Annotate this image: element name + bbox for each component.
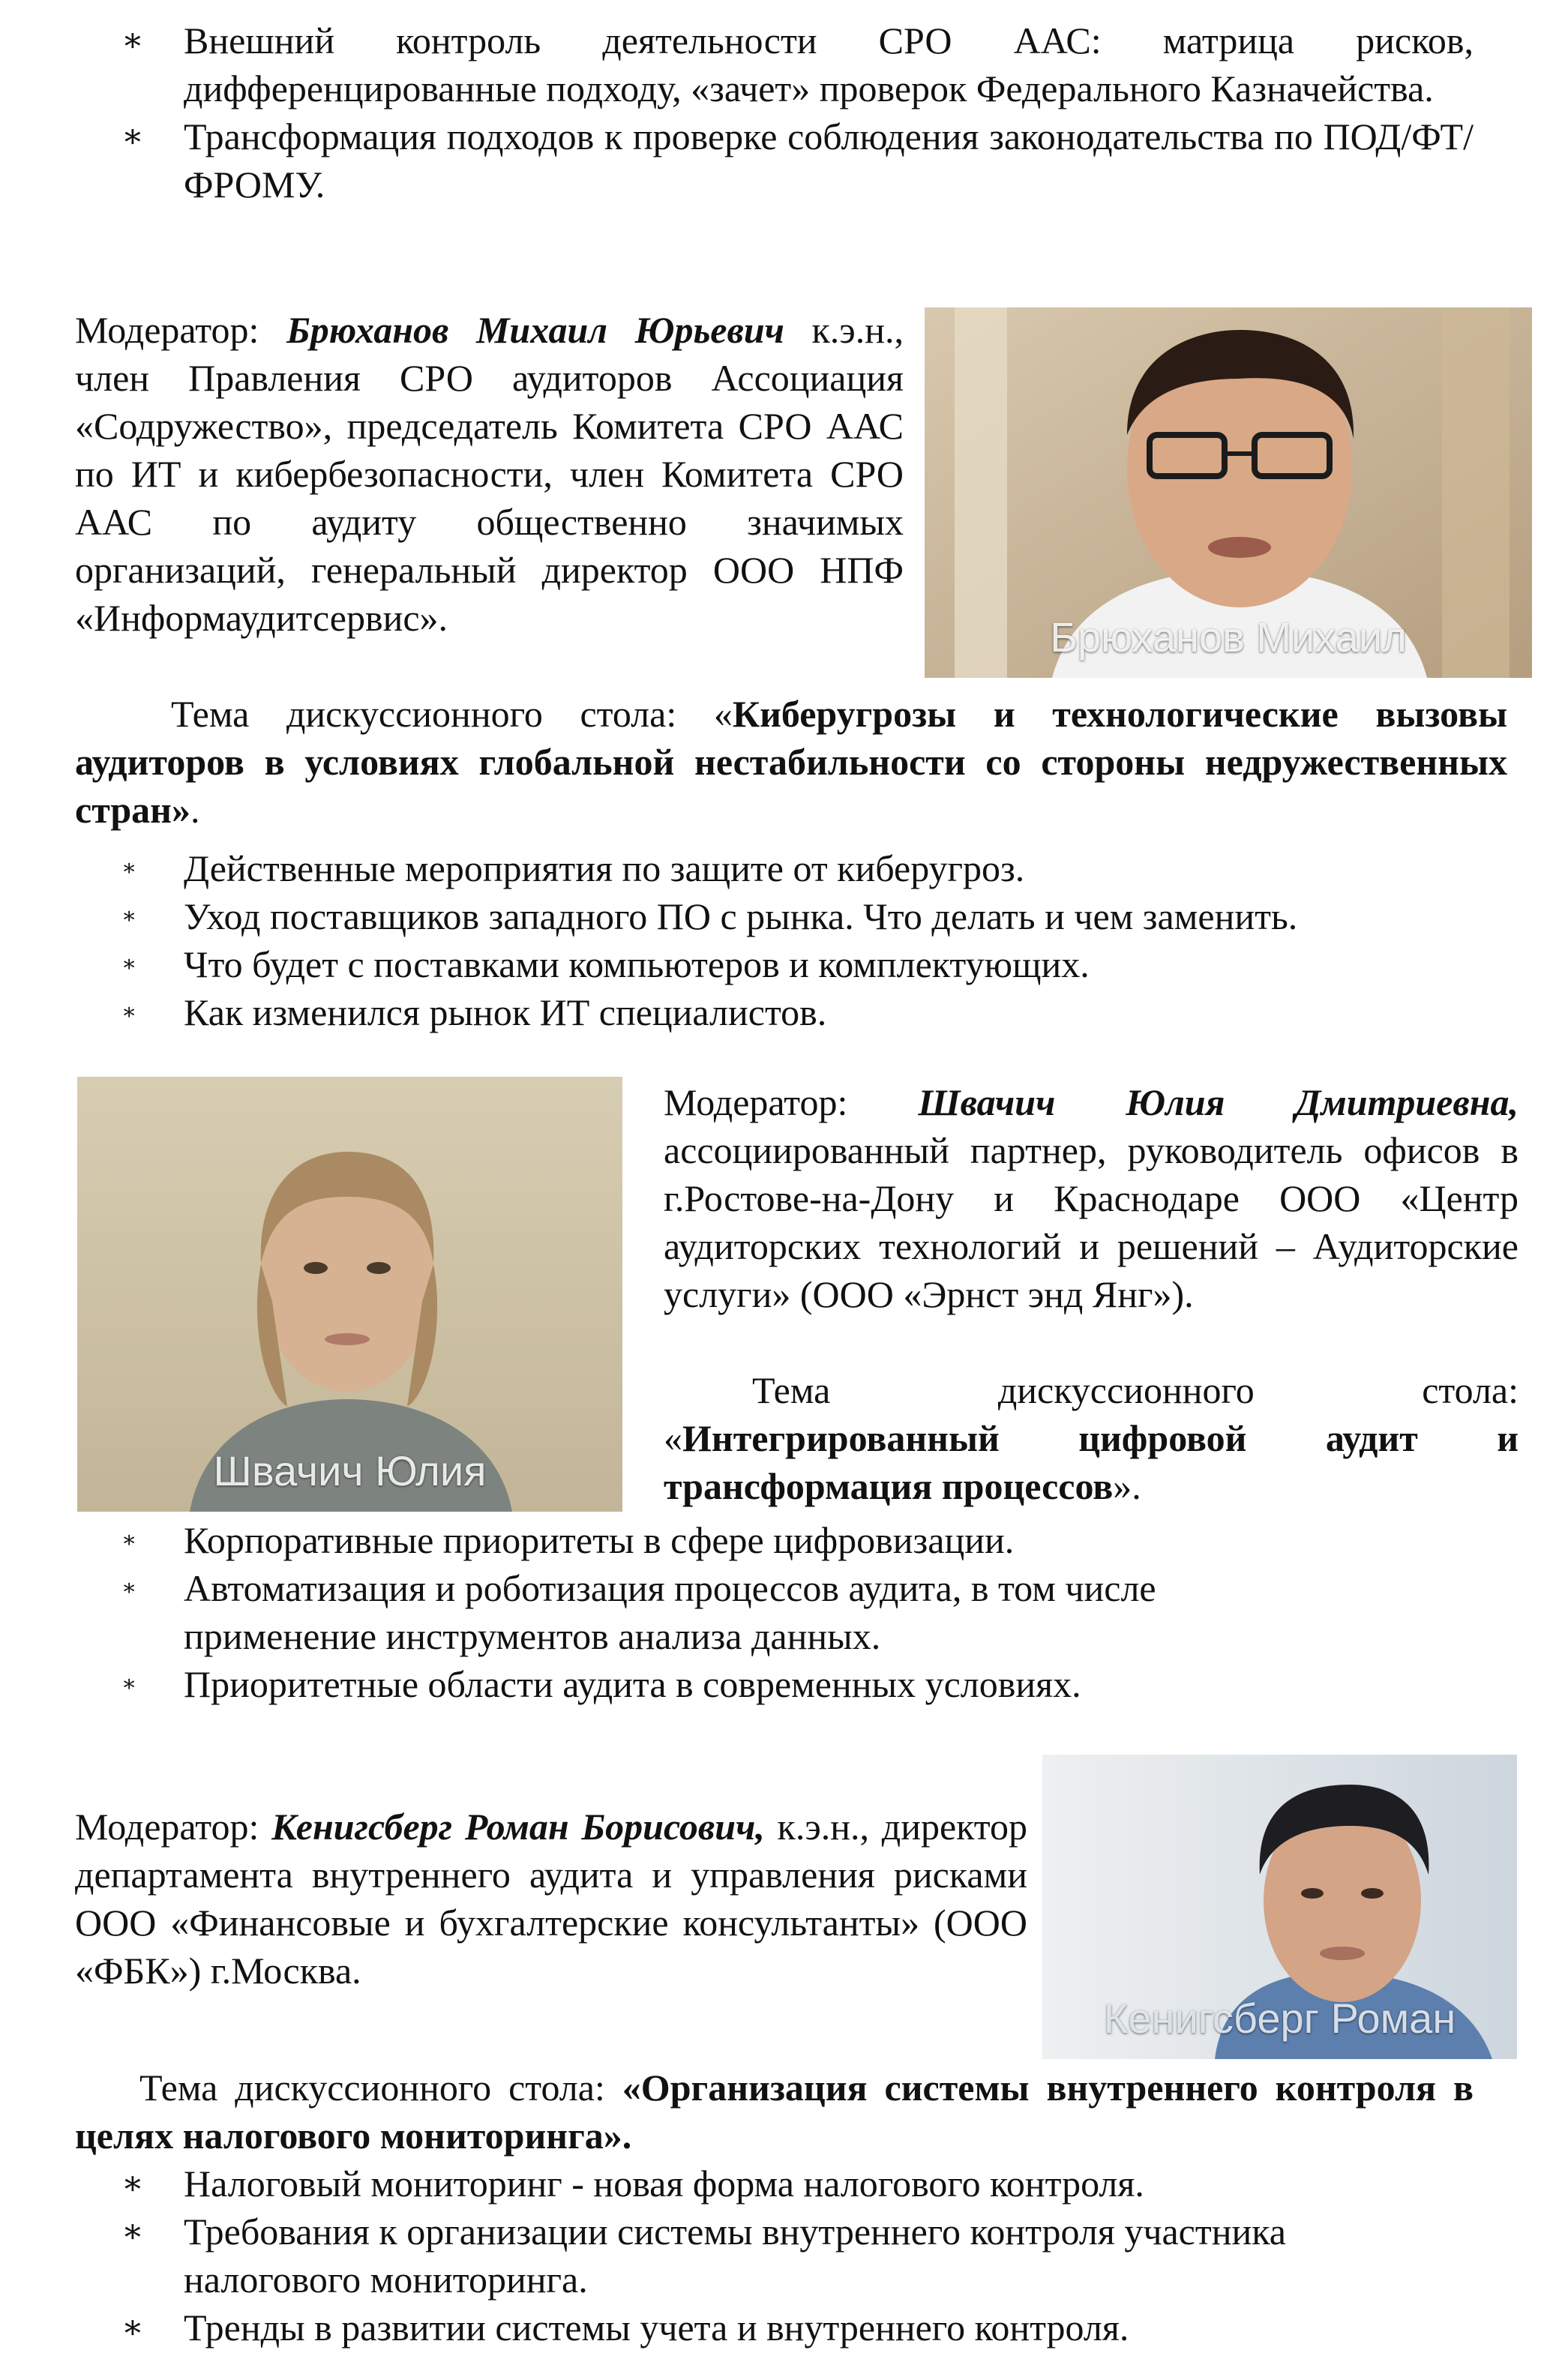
bullet-star-icon: ∗ <box>121 952 137 976</box>
moderator-1-block <box>75 306 904 642</box>
moderator-name: Брюханов Михаил Юрьевич <box>286 309 784 351</box>
moderator-2-block <box>664 1078 1519 1318</box>
bullet-star-icon: ∗ <box>121 22 144 58</box>
list-item: ∗ Корпоративные приоритеты в сфере цифровизации. <box>75 1516 1350 1564</box>
topic-title: Киберугрозы и технологические вызовы аудиторов в условиях глобальной нестабильности со стороны недружественных стран» <box>75 693 1507 831</box>
bullet-star-icon: ∗ <box>121 2165 144 2202</box>
topic-2-bullet-list <box>75 1516 1350 1708</box>
intro-bullet-list <box>75 16 1474 208</box>
list-item: ∗ Внешний контроль деятельности СРО ААС: матрица рисков, дифференцированные подходу, «зачет» проверок Федерального Казначейства. <box>75 16 1474 112</box>
bullet-star-icon: ∗ <box>121 2213 144 2250</box>
list-item: ∗ Тренды в развитии системы учета и внутреннего контроля. <box>75 2304 1425 2352</box>
bullet-star-icon: ∗ <box>121 904 137 928</box>
list-item: ∗ Приоритетные области аудита в современных условиях. <box>75 1660 1350 1708</box>
topic-title: Интегрированный цифровой аудит и трансформация процессов <box>664 1417 1519 1507</box>
topic-1: Тема дискуссионного стола: «Киберугрозы и технологические вызовы аудиторов в условиях глобальной нестабильности со стороны недружественных стран». <box>75 693 1507 831</box>
moderator-name: Швачич Юлия Дмитриевна, <box>918 1081 1519 1123</box>
bullet-star-icon: ∗ <box>121 856 137 880</box>
topic-3: Тема дискуссионного стола: «Организация системы внутреннего контроля в целях налогового мониторинга». <box>75 2067 1474 2157</box>
moderator-description: ассоциированный партнер, руководитель офисов в г.Ростове-на-Дону и Краснодаре ООО «Центр аудиторских технологий и решений – Аудиторские услуги» (ООО «Эрнст энд Янг»). <box>664 1129 1519 1315</box>
bullet-star-icon: ∗ <box>121 1575 137 1600</box>
moderator-2-photo <box>77 1077 622 1512</box>
moderator-label: Модератор: <box>664 1081 848 1123</box>
list-item: ∗ Уход поставщиков западного ПО с рынка. Что делать и чем заменить. <box>75 892 1500 940</box>
list-item: ∗ Действенные мероприятия по защите от киберугроз. <box>75 844 1500 892</box>
topic-2: Тема дискуссионного стола: «Интегрированный цифровой аудит и трансформация процессов». <box>664 1369 1519 1507</box>
bullet-star-icon: ∗ <box>121 2309 144 2346</box>
list-item: ∗ Требования к организации системы внутреннего контроля участника налогового мониторинга. <box>75 2208 1425 2304</box>
moderator-name: Кенигсберг Роман Борисович, <box>271 1806 765 1848</box>
list-item: ∗ Как изменился рынок ИТ специалистов. <box>75 988 1500 1036</box>
photo-caption: Кенигсберг Роман <box>1103 1995 1456 2042</box>
topic-title: «Организация системы внутреннего контроля в целях налогового мониторинга». <box>75 2067 1474 2157</box>
moderator-3-photo <box>1042 1755 1517 2059</box>
list-item: ∗ Что будет с поставками компьютеров и комплектующих. <box>75 940 1500 988</box>
list-item: ∗ Налоговый мониторинг - новая форма налогового контроля. <box>75 2160 1425 2208</box>
bullet-star-icon: ∗ <box>121 1000 137 1024</box>
moderator-description: к.э.н., член Правления СРО аудиторов Ассоциация «Содружество», председатель Комитета СРО ААС по ИТ и кибербезопасности, член Комитета СРО ААС по аудиту общественно значимых организаций, генеральный директор ООО НПФ «Информаудитсервис». <box>75 309 904 639</box>
photo-caption: Швачич Юлия <box>213 1447 487 1494</box>
moderator-label: Модератор: <box>75 1806 259 1848</box>
moderator-description: к.э.н., директор департамента внутреннего аудита и управления рисками ООО «Финансовые и бухгалтерские консультанты» (ООО «ФБК») г.Москва. <box>75 1806 1027 1992</box>
moderator-1-photo <box>925 307 1532 678</box>
topic-3-bullet-list <box>75 2160 1425 2352</box>
bullet-star-icon: ∗ <box>121 1527 137 1552</box>
list-item: ∗ Автоматизация и роботизация процессов аудита, в том числе применение инструментов анализа данных. <box>75 1564 1350 1660</box>
bullet-star-icon: ∗ <box>121 118 144 154</box>
list-item: ∗ Трансформация подходов к проверке соблюдения законодательства по ПОД/ФТ/ФРОМУ. <box>75 112 1474 208</box>
topic-1-bullet-list <box>75 844 1500 1036</box>
photo-caption: Брюханов Михаил <box>1050 613 1407 661</box>
bullet-star-icon: ∗ <box>121 1671 137 1696</box>
moderator-3-block <box>75 1803 1027 1995</box>
moderator-label: Модератор: <box>75 309 259 351</box>
